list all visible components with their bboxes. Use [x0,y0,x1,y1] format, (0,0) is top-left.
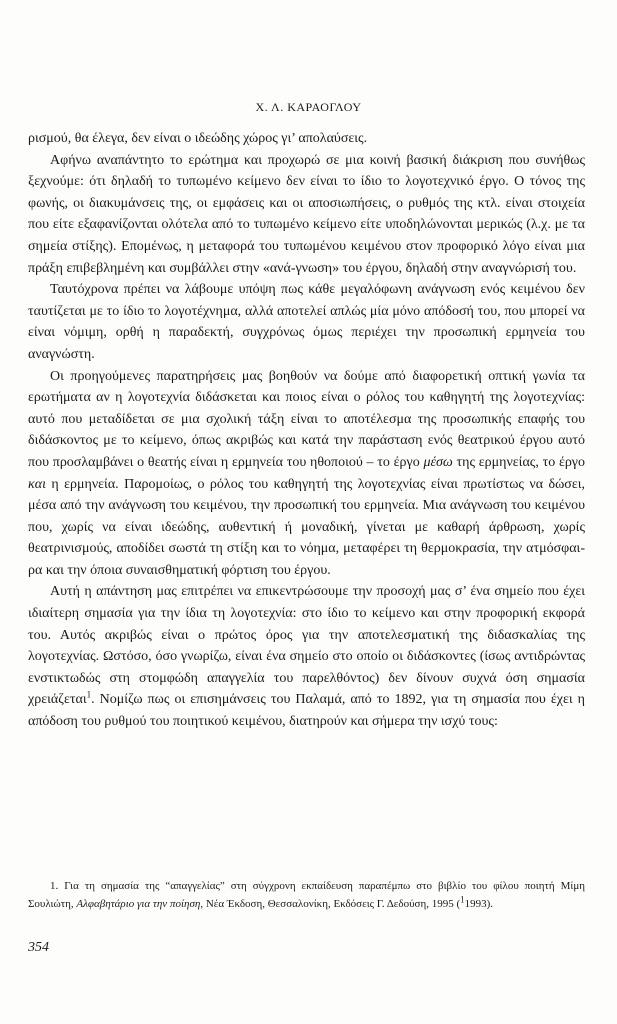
paragraph [28,366,585,582]
paragraph: Ταυτόχρονα πρέπει να λάβουμε υπόψη πως κάθε μεγαλόφωνη ανάγνωση ενός κειμένου δεν ταυτίζεται με το ίδιο το λογοτέχνημα, αλλά αποτελεί απλώς μία μόνο απόδοσή του, που μπορεί να είναι νόμιμη, ορθή η παραδεκτή, συγχρόνως όμως περιέχει την προσωπική ερμηνεία του αναγνώστη. [28,282,585,362]
footnote-text: 1993). [464,898,494,910]
footnote-edition-superscript: 1 [460,894,465,905]
paragraph: ρισμού, θα έλεγα, δεν είναι ο ιδεώδης χώρος γι’ απολαύσεις. [28,131,368,146]
footnote-text: Για τη σημασία της “απαγγελίας” στη σύγχρονη εκπαίδευση παραπέμπω στο βιβλίο του φίλου ποιητή Μίμη Σουλιώτη, [28,880,585,910]
footnote [28,877,585,913]
paragraph-text: Αυτή η απάντηση μας επιτρέπει να επικεντρώσουμε την προσοχή μας σ’ ένα σημείο που έχει ιδιαίτερη σημασία για την ίδια τη λογοτεχνία: στο ίδιο το κείμενο και στην προφορική εκφορά του. Αυτός ακριβώς είναι ο πρώτος όρος για την αποτελεσματική της διδασκαλίας της λογοτεχνίας. Ωστόσο, όσο γνωρίζω, είναι ένα σημείο στο οποίο οι διδάσκοντες (ίσως αντιδρώντας ενστικτωδώς στη στομφώδη απαγγελία του παρελθόντος) δεν δίνουν συχνά όση σημασία χρειάζεται [28,584,585,708]
footnote-text: , Νέα Έκδοση, Θεσσαλονίκη, Εκδόσεις Γ. Δεδούση, 1995 ( [200,898,461,910]
page-number: 354 [28,940,49,955]
footnote-reference: 1 [86,689,92,700]
paragraph-text: Οι προηγούμενες παρατηρήσεις μας βοηθούν να δούμε από διαφορετική οπτική γωνία τα ερωτήματα αν η λογοτεχνία διδάσκεται και ποιος είναι ο ρόλος του καθηγητή της λογοτεχνίας: αυτό που μεταδίδεται σε μια σχολική τάξη είναι το αποτέλεσμα της προσωπικής επαφής του διδάσκοντος με το κείμενο, όπως ακριβώς και κατά την παράσταση ενός θεατρικού έργου αυτό που προσλαμβάνει ο θεατής είναι η ερμηνεία του ηθοποιού – το έργο [28,368,585,470]
paragraph: Αφήνω αναπάντητο το ερώτημα και προχωρώ σε μια κοινή βασική διάκριση που συνήθως ξεχνούμε: ότι δηλαδή το τυπωμένο κείμενο δεν είναι το ίδιο το λογοτεχνικό έργο. Ο τόνος της φωνής, οι διακυμάνσεις της, οι εμφάσεις και οι αποσιωπήσεις, ο ρυθμός της κτλ. είναι στοιχεία που είτε εξαφανίζονται ολότελα από το τυπωμένο κείμενο είτε υποδηλώνονται μερικώς (λ.χ. με τα σημεία στίξης). Επομένως, η μεταφορά του τυπωμένου κειμένου στον προφορικό λόγο είναι μια πράξη επιβεβλημένη και συμβάλλει στην «ανά-γνωση» του έργου, δηλαδή στην αναγνώρισή του. [28,152,585,276]
footnote-number: 1. [50,880,59,892]
running-head: Χ. Λ. ΚΑΡΑΟΓΛΟΥ [255,100,362,114]
paragraph-text: η ερμηνεία. Παρομοίως, ο ρόλος του καθηγητή της λογοτεχνίας είναι πρωτίστως να δώσει, μέσα από την ανάγνωση του κειμένου, την προσωπική του ερμηνεία. Μια ανάγνωση του κειμένου που, χωρίς να είναι ιδεώδης, αυθεντική ή μοναδική, γίνεται με καθαρή άρθρωση, χωρίς θεατρινισμούς, αποδίδει σωστά τη στίξη και το νόημα, μεταφέρει τη θερμοκρασία, την ατμόσφαιρα και την όποια συναισθηματική φόρτιση του έργου. [28,476,585,578]
emphasis: μέσω [423,454,453,470]
paragraph [28,581,585,732]
emphasis: και [28,476,46,492]
body-text [28,128,585,733]
paragraph-text: . Νομίζω πως οι επισημάνσεις του Παλαμά, από το 1892, για τη σημασία που έχει η απόδοση του ρυθμού του ποιητικού κειμένου, διατηρούν και σήμερα την ισχύ τους: [28,692,585,730]
footnote-book-title: Αλφαβητάριο για την ποίηση [76,898,201,910]
paragraph-text: της ερμηνείας, το έργο [452,454,585,470]
